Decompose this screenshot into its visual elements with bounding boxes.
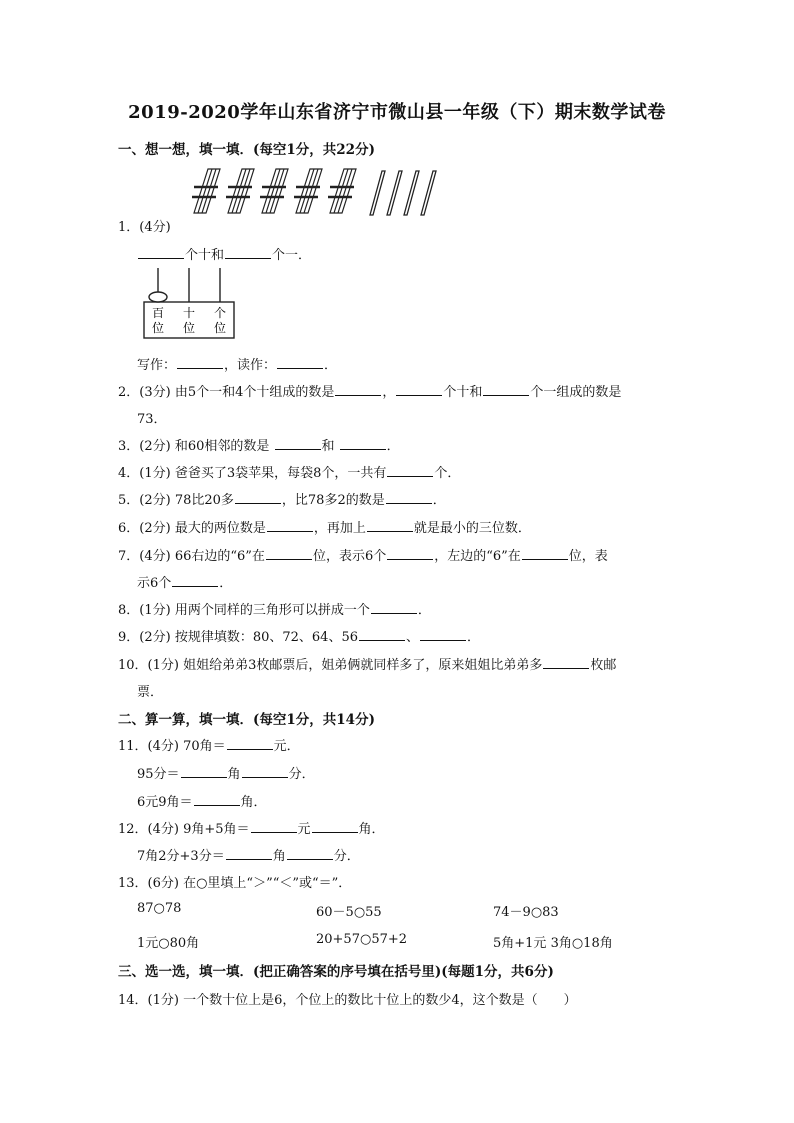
answer-blank[interactable] <box>267 519 313 532</box>
q4: 4．(1分) 爸爸买了3袋苹果，每袋8个，一共有 个． <box>118 466 461 481</box>
answer-blank[interactable] <box>522 547 568 560</box>
answer-blank[interactable] <box>235 491 281 504</box>
q10: 10．(1分) 姐姐给弟弟3枚邮票后，姐弟俩就同样多了，原来姐姐比弟弟多 枚邮 <box>118 658 617 673</box>
q13-item[interactable]: 60－5○55 <box>316 905 382 920</box>
answer-blank[interactable] <box>340 437 386 450</box>
answer-blank[interactable] <box>367 519 413 532</box>
answer-blank[interactable] <box>543 656 589 669</box>
q8: 8．(1分) 用两个同样的三角形可以拼成一个 ． <box>118 603 431 618</box>
answer-blank[interactable] <box>227 737 273 750</box>
q7: 7．(4分) 66右边的“6”在 位，表示6个 ，左边的“6”在 位，表 <box>118 549 608 564</box>
answer-blank[interactable] <box>312 820 358 833</box>
q13-heading: 13．(6分) 在○里填上“＞”“＜”或“＝”． <box>118 876 352 891</box>
answer-blank[interactable] <box>483 383 529 396</box>
answer-blank[interactable] <box>335 383 381 396</box>
single-sticks <box>370 171 436 215</box>
bundle-3 <box>260 169 288 213</box>
abacus-label: 位 <box>151 321 165 335</box>
q13-item[interactable]: 1元○80角 <box>137 936 200 951</box>
stick-bundles <box>192 169 436 215</box>
answer-blank[interactable] <box>371 601 417 614</box>
answer-blank[interactable] <box>172 574 218 587</box>
answer-blank[interactable] <box>387 464 433 477</box>
abacus-label: 个 <box>213 306 227 320</box>
q2-cont: 73． <box>137 412 167 427</box>
answer-blank[interactable] <box>287 847 333 860</box>
q13-item[interactable]: 20+57○57+2 <box>316 932 408 947</box>
q11-line1: 11．(4分) 70角＝ 元． <box>118 739 300 754</box>
answer-blank[interactable] <box>266 547 312 560</box>
section-1-heading: 一、想一想，填一填．(每空1分，共22分) <box>118 142 375 158</box>
bundle-2 <box>226 169 254 213</box>
bundle-5 <box>328 169 356 213</box>
answer-blank[interactable] <box>275 437 321 450</box>
q3: 3．(2分) 和60相邻的数是 和 ． <box>118 439 400 454</box>
q13-item[interactable]: 5角+1元 3角○18角 <box>493 936 613 951</box>
q12-line2: 7角2分+3分＝ 角 分． <box>137 849 360 864</box>
answer-blank[interactable] <box>242 765 288 778</box>
answer-blank[interactable] <box>194 793 240 806</box>
counting-sticks-image <box>186 163 446 221</box>
q11-line3: 6元9角＝ 角． <box>137 795 267 810</box>
q1-part1: 个十和 个一． <box>137 244 311 263</box>
abacus-diagram <box>140 266 240 340</box>
bundle-4 <box>294 169 322 213</box>
section-3-heading: 三、选一选，填一填．(把正确答案的序号填在括号里)(每题1分，共6分) <box>118 964 554 980</box>
q6: 6．(2分) 最大的两位数是 ，再加上 就是最小的三位数． <box>118 521 531 536</box>
answer-blank[interactable] <box>181 765 227 778</box>
answer-blank[interactable] <box>251 820 297 833</box>
abacus-label: 十 <box>182 306 196 320</box>
page-title: 2019-2020学年山东省济宁市微山县一年级（下）期末数学试卷 <box>128 102 666 123</box>
q2: 2．(3分) 由5个一和4个十组成的数是 ， 个十和 个一组成的数是 <box>118 385 622 400</box>
answer-blank[interactable] <box>386 491 432 504</box>
section-2-heading: 二、算一算，填一填．(每空1分，共14分) <box>118 712 375 728</box>
q10-cont: 票． <box>137 685 164 700</box>
abacus-label: 位 <box>213 321 227 335</box>
q13-item[interactable]: 87○78 <box>137 901 182 916</box>
answer-blank[interactable] <box>177 356 223 369</box>
answer-blank[interactable] <box>138 246 184 259</box>
q1-part2: 写作： ，读作： ． <box>137 358 338 373</box>
q11-line2: 95分＝ 角 分． <box>137 767 315 782</box>
abacus-bead <box>149 292 167 302</box>
q14: 14．(1分) 一个数十位上是6，个位上的数比十位上的数少4，这个数是（ ） <box>118 993 577 1008</box>
answer-blank[interactable] <box>277 356 323 369</box>
abacus-label: 百 <box>151 306 165 320</box>
q1-number: 1．(4分) <box>118 220 171 235</box>
answer-blank[interactable] <box>387 547 433 560</box>
q12-line1: 12．(4分) 9角+5角＝ 元 角． <box>118 822 385 837</box>
answer-blank[interactable] <box>420 628 466 641</box>
q7-cont: 示6个 ． <box>137 576 233 591</box>
bundle-1 <box>192 169 220 213</box>
q5: 5．(2分) 78比20多 ，比78多2的数是 ． <box>118 493 446 508</box>
answer-blank[interactable] <box>359 628 405 641</box>
q9: 9．(2分) 按规律填数：80、72、64、56 、 ． <box>118 630 481 645</box>
answer-blank[interactable] <box>396 383 442 396</box>
answer-blank[interactable] <box>226 847 272 860</box>
answer-blank[interactable] <box>225 246 271 259</box>
q13-item[interactable]: 74－9○83 <box>493 905 559 920</box>
abacus-label: 位 <box>182 321 196 335</box>
